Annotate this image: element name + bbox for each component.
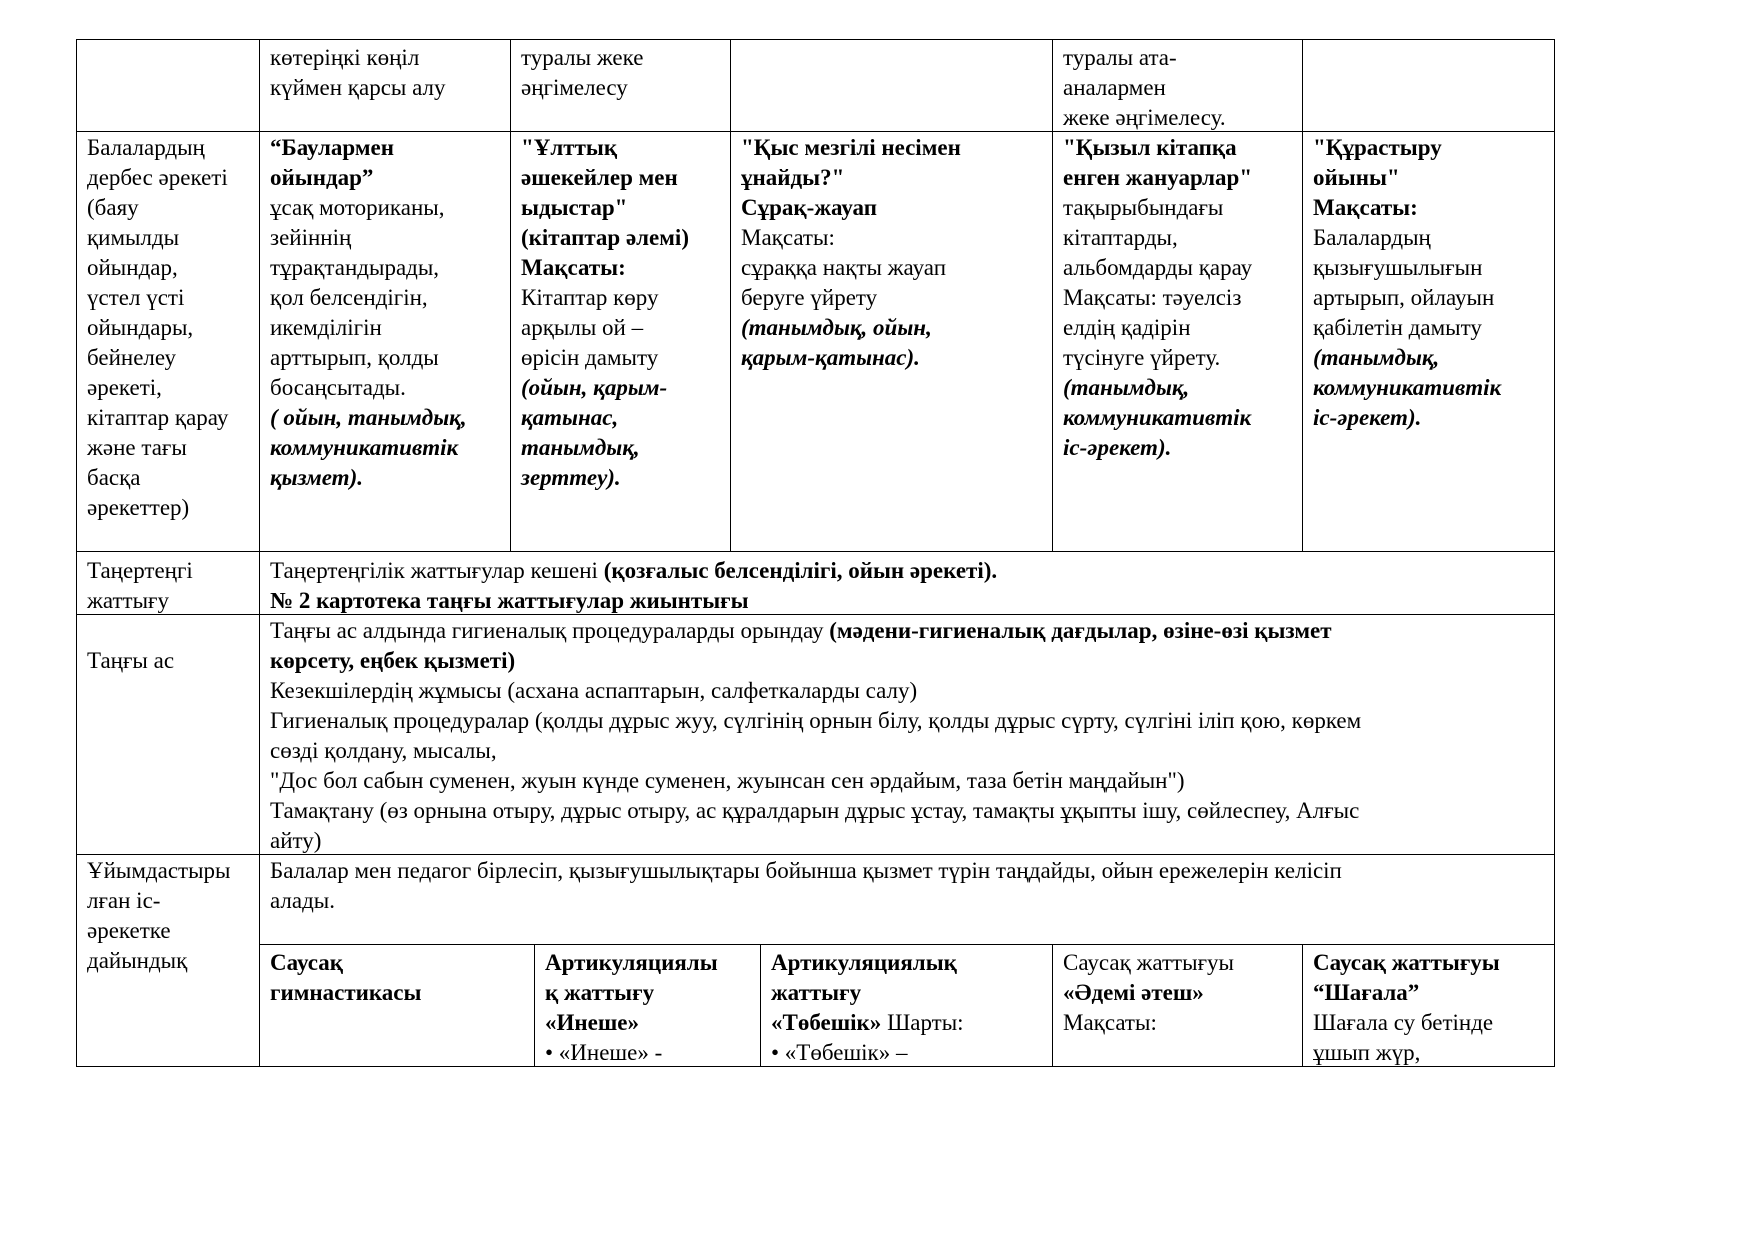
activity-tags-line: (ойын, қарым-	[521, 375, 668, 400]
column-divider	[1302, 944, 1303, 1067]
text-line: Артикуляциялы	[545, 950, 718, 975]
plain-text: Таңертеңгілік жаттығулар кешені	[270, 558, 604, 583]
row-label-line: Ұйымдастыры	[87, 858, 231, 883]
text-line: алады.	[270, 888, 336, 913]
row-label-line: және тағы	[87, 435, 187, 460]
row-label-line: жаттығу	[87, 588, 169, 613]
row-label-line: Таңғы ас	[87, 648, 175, 673]
row1-col4-cell	[1063, 133, 1252, 463]
text-line: жеке әңгімелесу.	[1063, 105, 1226, 130]
column-divider	[1052, 39, 1053, 552]
activity-body-line: арқылы ой –	[521, 315, 644, 340]
row0-col1-cell	[270, 43, 446, 103]
column-divider	[730, 39, 731, 552]
text-line: Шағала су бетінде	[1313, 1010, 1494, 1035]
row-label-line: лған іс-	[87, 888, 161, 913]
text-line: Саусақ	[270, 950, 343, 975]
activity-title-line: Мақсаты:	[521, 255, 626, 280]
activity-body-line: арттырып, қолды	[270, 345, 439, 370]
text-line: аналармен	[1063, 75, 1166, 100]
row-divider	[76, 131, 1555, 132]
row0-col2-cell	[521, 43, 643, 103]
row3-label-cell	[87, 646, 174, 676]
text-line: туралы ата-	[1063, 45, 1177, 70]
activity-title-line: "Қыс мезгілі несімен	[741, 135, 961, 160]
table-border-left	[76, 39, 77, 1067]
activity-tags-line: қызмет).	[270, 465, 363, 490]
row4-sub2-cell	[545, 948, 718, 1068]
activity-tags-line: (танымдық,	[1063, 375, 1190, 400]
row4-label-cell	[87, 856, 231, 976]
activity-body-line: артырып, ойлауын	[1313, 285, 1495, 310]
row-label-line: үстел үсті	[87, 285, 185, 310]
activity-tags-line: (танымдық, ойын,	[741, 315, 932, 340]
activity-body-line: Мақсаты: тәуелсіз	[1063, 285, 1242, 310]
row-label-line: әрекеті,	[87, 375, 162, 400]
activity-body-line: тақырыбындағы	[1063, 195, 1224, 220]
activity-tags-line: қатынас,	[521, 405, 619, 430]
activity-body-line: қызығушылығын	[1313, 255, 1483, 280]
row-label-line: ойындары,	[87, 315, 194, 340]
text-line	[771, 1008, 964, 1038]
text-line: «Инеше»	[545, 1010, 639, 1035]
text-line: жаттығу	[771, 980, 862, 1005]
activity-body-line: тұрақтандырады,	[270, 255, 440, 280]
activity-body-line: сұраққа нақты жауап	[741, 255, 947, 280]
activity-title-line: ойыны"	[1313, 165, 1400, 190]
text-line: Балалар мен педагог бірлесіп, қызығушылықтары бойынша қызмет түрін таңдайды, ойын ережелерін келісіп	[270, 858, 1342, 883]
activity-body-line: зейіннің	[270, 225, 352, 250]
row-label-line: (баяу	[87, 195, 139, 220]
row1-label-cell	[87, 133, 228, 523]
text-line: Саусақ жаттығуы	[1063, 950, 1234, 975]
text-line: «Әдемі әтеш»	[1063, 980, 1204, 1005]
row-label-line: бейнелеу	[87, 345, 177, 370]
activity-body-line: икемділігін	[270, 315, 382, 340]
text-line: • «Төбешік» –	[771, 1040, 908, 1065]
activity-title-line: әшекейлер мен	[521, 165, 678, 190]
text-line: көтеріңкі көңіл	[270, 45, 420, 70]
text-line: гимнастикасы	[270, 980, 422, 1005]
plain-text: Таңғы ас алдында гигиеналық процедураларды орындау	[270, 618, 830, 643]
column-divider	[1052, 944, 1053, 1067]
activity-body-line: альбомдарды қарау	[1063, 255, 1253, 280]
activity-body-line: босаңсытады.	[270, 375, 406, 400]
row-label-line: кітаптар қарау	[87, 405, 229, 430]
column-divider	[510, 39, 511, 552]
row1-col1-cell	[270, 133, 467, 493]
row2-content-cell	[270, 556, 997, 616]
label-column-divider	[259, 39, 260, 1067]
table-border-right	[1554, 39, 1555, 1067]
row-label-line: басқа	[87, 465, 141, 490]
row1-col5-cell	[1313, 133, 1501, 433]
row1-col3-cell	[741, 133, 961, 373]
column-divider	[760, 944, 761, 1067]
text-line: Тамақтану (өз орнына отыру, дұрыс отыру, ас құралдарын дұрыс ұстау, тамақты ұқыпты ішу, сөйлеспеу, Алғыс	[270, 798, 1360, 823]
row-label-line: әрекеттер)	[87, 495, 190, 520]
row4-sub5-cell	[1313, 948, 1500, 1068]
activity-tags-line: ( ойын, танымдық,	[270, 405, 467, 430]
activity-title-line: (кітаптар әлемі)	[521, 225, 689, 250]
activity-tags-line: коммуникативтік	[1063, 405, 1252, 430]
text-line: туралы жеке	[521, 45, 644, 70]
text-line: № 2 картотека таңғы жаттығулар жиынтығы	[270, 588, 749, 613]
row4-sub4-cell	[1063, 948, 1234, 1038]
activity-body-line: кітаптарды,	[1063, 225, 1178, 250]
bold-text: (мәдени-гигиеналық дағдылар, өзіне-өзі қызмет	[829, 618, 1332, 643]
activity-body-line: Мақсаты:	[741, 225, 835, 250]
row4-sub1-cell	[270, 948, 421, 1008]
text-line: қ жаттығу	[545, 980, 655, 1005]
text-line: Мақсаты:	[1063, 1010, 1157, 1035]
row2-label-cell	[87, 556, 193, 616]
activity-title-line: "Құрастыру	[1313, 135, 1442, 160]
activity-body-line: Балалардың	[1313, 225, 1431, 250]
activity-body-line: түсінуге үйрету.	[1063, 345, 1221, 370]
row-label-line: дербес әрекеті	[87, 165, 228, 190]
text-line: Саусақ жаттығуы	[1313, 950, 1500, 975]
activity-title-line: Сұрақ-жауап	[741, 195, 877, 220]
activity-title-line: "Ұлттық	[521, 135, 618, 160]
activity-title-line: енген жануарлар"	[1063, 165, 1253, 190]
text-line	[270, 616, 1361, 646]
text-line: "Дос бол сабын суменен, жуын күнде суменен, жуынсан сен әрдайым, таза бетін маңдайын")	[270, 768, 1185, 793]
text-line: әңгімелесу	[521, 75, 628, 100]
column-divider	[534, 944, 535, 1067]
text-line: көрсету, еңбек қызметі)	[270, 648, 516, 673]
subrow-divider	[259, 944, 1555, 945]
row-label-line: Таңертеңгі	[87, 558, 193, 583]
row-divider	[76, 551, 1555, 552]
text-line	[270, 556, 997, 586]
row-label-line: дайындық	[87, 948, 188, 973]
activity-tags-line: зерттеу).	[521, 465, 621, 490]
text-line: Кезекшілердің жұмысы (асхана аспаптарын, салфеткаларды салу)	[270, 678, 918, 703]
bold-text: (қозғалыс белсенділігі, ойын әрекеті).	[603, 558, 998, 583]
row4-intro-cell	[270, 856, 1342, 916]
activity-title-line: "Қызыл кітапқа	[1063, 135, 1237, 160]
activity-tags-line: танымдық,	[521, 435, 640, 460]
activity-body-line: қол белсендігін,	[270, 285, 428, 310]
activity-title-line: ыдыстар"	[521, 195, 628, 220]
activity-body-line: ұсақ моториканы,	[270, 195, 445, 220]
text-line: сөзді қолдану, мысалы,	[270, 738, 497, 763]
text-line: • «Инеше» -	[545, 1040, 663, 1065]
row-label-line: Балалардың	[87, 135, 205, 160]
row-label-line: қимылды	[87, 225, 180, 250]
text-line: күймен қарсы алу	[270, 75, 446, 100]
activity-title-line: ұнайды?"	[741, 165, 845, 190]
activity-body-line: елдің қадірін	[1063, 315, 1191, 340]
plain-text: Шарты:	[881, 1010, 964, 1035]
activity-tags-line: коммуникативтік	[270, 435, 459, 460]
activity-title-line: “Баулармен	[270, 135, 394, 160]
activity-body-line: өрісін дамыту	[521, 345, 659, 370]
activity-tags-line: коммуникативтік	[1313, 375, 1502, 400]
bold-text: «Төбешік»	[771, 1010, 882, 1035]
table-border-top	[76, 39, 1555, 40]
row1-col2-cell	[521, 133, 689, 493]
text-line: Гигиеналық процедуралар (қолды дұрыс жуу, сүлгінің орнын білу, қолды дұрыс сүрту, сүлгіні іліп қою, көркем	[270, 708, 1362, 733]
activity-body-line: қабілетін дамыту	[1313, 315, 1482, 340]
row-label-line: әрекетке	[87, 918, 171, 943]
row4-sub3-cell	[771, 948, 964, 1068]
activity-title-line: ойындар”	[270, 165, 374, 190]
activity-tags-line: қарым-қатынас).	[741, 345, 920, 370]
activity-title-line: Мақсаты:	[1313, 195, 1418, 220]
text-line: ұшып жүр,	[1313, 1040, 1421, 1065]
text-line: айту)	[270, 828, 322, 853]
row0-col4-cell	[1063, 43, 1226, 133]
activity-tags-line: (танымдық,	[1313, 345, 1440, 370]
text-line: Артикуляциялық	[771, 950, 957, 975]
text-line: “Шағала”	[1313, 980, 1420, 1005]
activity-tags-line: іс-әрекет).	[1313, 405, 1422, 430]
activity-body-line: Кітаптар көру	[521, 285, 659, 310]
row3-content-cell	[270, 616, 1361, 856]
activity-body-line: беруге үйрету	[741, 285, 878, 310]
column-divider	[1302, 39, 1303, 552]
row-label-line: ойындар,	[87, 255, 178, 280]
activity-tags-line: іс-әрекет).	[1063, 435, 1172, 460]
